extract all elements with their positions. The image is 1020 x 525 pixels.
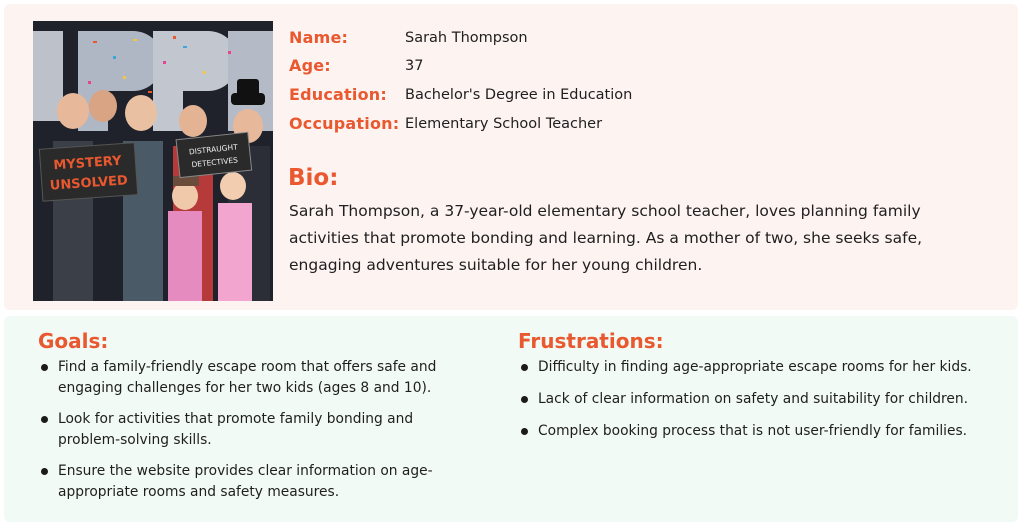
goal-item: Look for activities that promote family bonding and problem-solving skills. [40, 409, 450, 451]
age-value: 37 [405, 58, 424, 74]
name-label: Name: [289, 28, 349, 47]
bio-heading: Bio: [288, 165, 339, 191]
age-label: Age: [289, 56, 331, 75]
name-value: Sarah Thompson [405, 30, 528, 46]
education-label: Education: [289, 85, 387, 104]
frustrations-list [520, 357, 1000, 453]
goal-item: Ensure the website provides clear information on age-appropriate rooms and safety measures. [40, 461, 450, 503]
persona-photo [33, 21, 273, 301]
goals-heading: Goals: [38, 329, 109, 353]
goals-list [40, 357, 450, 513]
sign-mystery-text: MYSTERY [52, 153, 123, 174]
frustration-item: Complex booking process that is not user-friendly for families. [520, 421, 1000, 442]
sign-unsolved-text: UNSOLVED [49, 173, 129, 194]
frustration-item: Lack of clear information on safety and suitability for children. [520, 389, 1000, 410]
occupation-label: Occupation: [289, 114, 400, 133]
bio-text: Sarah Thompson, a 37-year-old elementary school teacher, loves planning family activities that promote bonding and learning. As a mother of two, she seeks safe, engaging adventures suitable for her young children. [289, 202, 923, 274]
sign-distraught-text: DISTRAUGHT [188, 142, 239, 157]
sign-detectives-text: DETECTIVES [191, 155, 239, 170]
frustration-item: Difficulty in finding age-appropriate escape rooms for her kids. [520, 357, 1000, 378]
frustrations-heading: Frustrations: [518, 329, 664, 353]
education-value: Bachelor's Degree in Education [405, 87, 633, 103]
occupation-value: Elementary School Teacher [405, 116, 603, 132]
goal-item: Find a family-friendly escape room that offers safe and engaging challenges for her two kids (ages 8 and 10). [40, 357, 450, 399]
